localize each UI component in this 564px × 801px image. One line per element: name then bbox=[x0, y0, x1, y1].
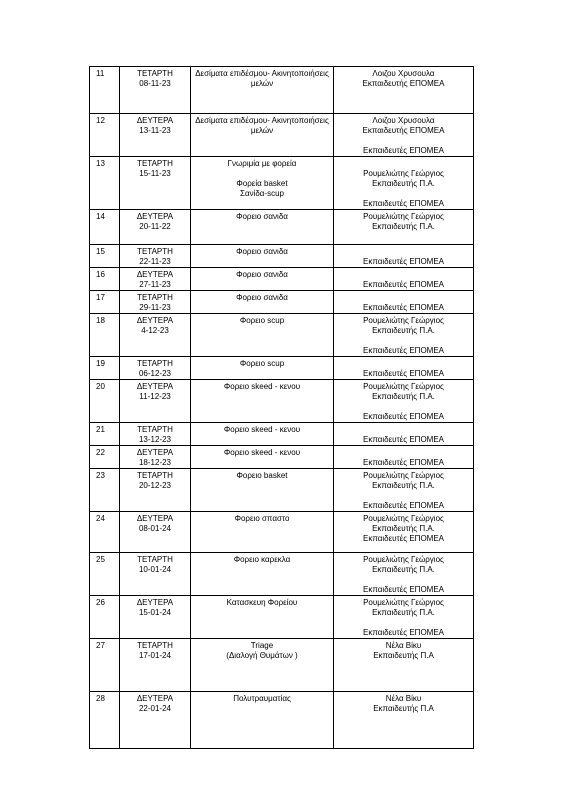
topic-cell bbox=[191, 423, 334, 446]
instructor-cell bbox=[334, 114, 474, 157]
instructor-line bbox=[336, 448, 471, 458]
instructor-line: Εκπαιδευτές ΕΠΟΜΕΑ bbox=[362, 534, 444, 543]
topic-cell bbox=[191, 314, 334, 357]
table-row bbox=[90, 446, 474, 469]
topic-cell bbox=[191, 245, 334, 268]
topic-line: Triage bbox=[250, 641, 274, 650]
date: 22-01-24 bbox=[138, 704, 172, 713]
weekday: ΔΕΥΤΕΡΑ bbox=[136, 316, 174, 325]
instructor-line: Εκπαιδευτές ΕΠΟΜΕΑ bbox=[362, 585, 444, 594]
instructor-cell bbox=[334, 639, 474, 692]
instructor-line: Εκπαιδευτές ΕΠΟΜΕΑ bbox=[362, 257, 444, 266]
session-date-cell bbox=[120, 157, 191, 210]
topic-line: Φορειο basket bbox=[236, 471, 288, 480]
instructor-line: Ρουμελιώτης Γεώργιος bbox=[363, 169, 444, 178]
instructor-line: Εκπαιδευτές ΕΠΟΜΕΑ bbox=[362, 303, 444, 312]
session-number: 18 bbox=[90, 314, 120, 357]
instructor-line: Εκπαιδευτές ΕΠΟΜΕΑ bbox=[362, 369, 444, 378]
session-date-cell bbox=[120, 291, 191, 314]
instructor-cell bbox=[334, 423, 474, 446]
topic-cell bbox=[191, 512, 334, 553]
date: 22-11-23 bbox=[139, 257, 171, 266]
instructor-line: Εκπαιδευτής ΕΠΟΜΕΑ bbox=[362, 126, 445, 135]
session-date-cell bbox=[120, 314, 191, 357]
instructor-line: Εκπαιδευτής Π.Α. bbox=[372, 524, 435, 533]
table-row bbox=[90, 423, 474, 446]
instructor-line: Εκπαιδευτές ΕΠΟΜΕΑ bbox=[362, 346, 444, 355]
table-row bbox=[90, 114, 474, 157]
topic-line: Σανίδα-scup bbox=[240, 189, 284, 198]
date: 08-11-23 bbox=[139, 79, 171, 88]
spacer bbox=[336, 136, 471, 146]
instructor-cell bbox=[334, 357, 474, 380]
date: 11-12-23 bbox=[139, 392, 171, 401]
table-row bbox=[90, 291, 474, 314]
weekday: ΤΕΤΑΡΤΗ bbox=[137, 555, 173, 564]
instructor-cell bbox=[334, 469, 474, 512]
topic-cell bbox=[191, 446, 334, 469]
weekday: ΔΕΥΤΕΡΑ bbox=[136, 212, 174, 221]
topic-cell bbox=[191, 357, 334, 380]
topic-cell bbox=[191, 553, 334, 596]
topic-cell bbox=[191, 157, 334, 210]
table-row bbox=[90, 245, 474, 268]
topic-line: Φορειο skeed - κενου bbox=[223, 448, 301, 457]
session-number: 12 bbox=[90, 114, 120, 157]
session-date-cell bbox=[120, 357, 191, 380]
topic-cell bbox=[191, 114, 334, 157]
instructor-line bbox=[336, 359, 471, 369]
session-date-cell bbox=[120, 268, 191, 291]
weekday: ΤΕΤΑΡΤΗ bbox=[137, 69, 173, 78]
instructor-line bbox=[336, 425, 471, 435]
instructor-line: Εκπαιδευτές ΕΠΟΜΕΑ bbox=[362, 199, 444, 208]
date: 17-01-24 bbox=[138, 651, 172, 660]
instructor-line: Ρουμελιώτης Γεώργιος bbox=[363, 316, 444, 325]
session-date-cell bbox=[120, 553, 191, 596]
date: 20-12-23 bbox=[138, 481, 172, 490]
weekday: ΔΕΥΤΕΡΑ bbox=[136, 382, 174, 391]
topic-cell bbox=[191, 380, 334, 423]
instructor-line bbox=[336, 270, 471, 280]
instructor-cell bbox=[334, 446, 474, 469]
topic-line: Φορειο σανιδα bbox=[236, 270, 288, 279]
date: 29-11-23 bbox=[139, 303, 171, 312]
instructor-line: Εκπαιδευτές ΕΠΟΜΕΑ bbox=[362, 412, 444, 421]
schedule-table bbox=[89, 66, 474, 749]
instructor-line: Εκπαιδευτές ΕΠΟΜΕΑ bbox=[362, 501, 444, 510]
instructor-line: Εκπαιδευτής Π.Α bbox=[373, 704, 434, 713]
instructor-cell bbox=[334, 245, 474, 268]
instructor-line: Εκπαιδευτής Π.Α. bbox=[372, 565, 435, 574]
topic-cell bbox=[191, 639, 334, 692]
topic-line: Φορειο σανιδα bbox=[236, 293, 288, 302]
table-row bbox=[90, 357, 474, 380]
topic-cell bbox=[191, 210, 334, 245]
topic-cell bbox=[191, 268, 334, 291]
date: 4-12-23 bbox=[141, 326, 169, 335]
instructor-cell bbox=[334, 596, 474, 639]
topic-line: Πολυτραυματίας bbox=[233, 694, 291, 703]
instructor-cell bbox=[334, 314, 474, 357]
session-number: 14 bbox=[90, 210, 120, 245]
topic-line: Φορειο σανιδα bbox=[236, 247, 288, 256]
instructor-line: Ρουμελιώτης Γεώργιος bbox=[363, 212, 444, 221]
session-date-cell bbox=[120, 596, 191, 639]
table-row bbox=[90, 268, 474, 291]
spacer bbox=[336, 189, 471, 199]
weekday: ΔΕΥΤΕΡΑ bbox=[136, 448, 174, 457]
weekday: ΔΕΥΤΕΡΑ bbox=[136, 116, 174, 125]
instructor-cell bbox=[334, 692, 474, 749]
date: 10-01-24 bbox=[138, 565, 172, 574]
session-date-cell bbox=[120, 423, 191, 446]
instructor-cell bbox=[334, 268, 474, 291]
instructor-line: Εκπαιδευτές ΕΠΟΜΕΑ bbox=[362, 280, 444, 289]
topic-cell bbox=[191, 596, 334, 639]
topic-cell bbox=[191, 291, 334, 314]
session-number: 16 bbox=[90, 268, 120, 291]
instructor-cell bbox=[334, 157, 474, 210]
instructor-line: Ρουμελιώτης Γεώργιος bbox=[363, 514, 444, 523]
weekday: ΤΕΤΑΡΤΗ bbox=[137, 293, 173, 302]
session-date-cell bbox=[120, 114, 191, 157]
topic-cell bbox=[191, 692, 334, 749]
date: 06-12-23 bbox=[138, 369, 172, 378]
instructor-cell bbox=[334, 512, 474, 553]
instructor-line: Εκπαιδευτής Π.Α. bbox=[372, 392, 435, 401]
topic-line: Δεσίματα επιδέσμου- Ακινητοποιήσεις bbox=[195, 69, 329, 78]
session-number: 22 bbox=[90, 446, 120, 469]
table-row bbox=[90, 512, 474, 553]
session-number: 15 bbox=[90, 245, 120, 268]
table-row bbox=[90, 692, 474, 749]
session-date-cell bbox=[120, 380, 191, 423]
table-row bbox=[90, 314, 474, 357]
instructor-cell bbox=[334, 380, 474, 423]
topic-line: Φορειο σπαστο bbox=[234, 514, 290, 523]
session-number: 21 bbox=[90, 423, 120, 446]
topic-cell bbox=[191, 469, 334, 512]
weekday: ΤΕΤΑΡΤΗ bbox=[137, 641, 173, 650]
table-row bbox=[90, 67, 474, 114]
topic-line: Φορειο scup bbox=[239, 316, 285, 325]
session-number: 28 bbox=[90, 692, 120, 749]
instructor-line: Ρουμελιώτης Γεώργιος bbox=[363, 382, 444, 391]
weekday: ΔΕΥΤΕΡΑ bbox=[136, 694, 174, 703]
instructor-line: Νέλα Βίκυ bbox=[385, 694, 422, 703]
instructor-cell bbox=[334, 553, 474, 596]
date: 13-12-23 bbox=[138, 435, 172, 444]
instructor-line: Εκπαιδευτής Π.Α. bbox=[372, 608, 435, 617]
spacer bbox=[336, 336, 471, 346]
instructor-line bbox=[336, 159, 471, 169]
table-row bbox=[90, 210, 474, 245]
weekday: ΤΕΤΑΡΤΗ bbox=[137, 359, 173, 368]
session-date-cell bbox=[120, 639, 191, 692]
session-number: 17 bbox=[90, 291, 120, 314]
instructor-line: Λοιζου Χρυσουλα bbox=[372, 69, 435, 78]
schedule-body bbox=[90, 67, 474, 749]
session-number: 24 bbox=[90, 512, 120, 553]
instructor-line: Εκπαιδευτές ΕΠΟΜΕΑ bbox=[362, 458, 444, 467]
topic-line: Φορειο scup bbox=[239, 359, 285, 368]
topic-line: Φορεία basket bbox=[236, 179, 288, 188]
topic-line: (Διαλογή Θυμάτων ) bbox=[226, 651, 298, 660]
weekday: ΤΕΤΑΡΤΗ bbox=[137, 471, 173, 480]
session-number: 26 bbox=[90, 596, 120, 639]
weekday: ΤΕΤΑΡΤΗ bbox=[137, 247, 173, 256]
session-number: 20 bbox=[90, 380, 120, 423]
instructor-line: Εκπαιδευτής Π.Α. bbox=[372, 179, 435, 188]
session-date-cell bbox=[120, 692, 191, 749]
session-number: 19 bbox=[90, 357, 120, 380]
instructor-line: Εκπαιδευτής Π.Α bbox=[373, 651, 434, 660]
topic-line: Γνωριμία με φορεία bbox=[227, 159, 297, 168]
session-date-cell bbox=[120, 446, 191, 469]
session-date-cell bbox=[120, 210, 191, 245]
topic-line: μελών bbox=[250, 126, 274, 135]
table-row bbox=[90, 469, 474, 512]
weekday: ΔΕΥΤΕΡΑ bbox=[136, 598, 174, 607]
instructor-cell bbox=[334, 210, 474, 245]
session-date-cell bbox=[120, 245, 191, 268]
weekday: ΤΕΤΑΡΤΗ bbox=[137, 159, 173, 168]
date: 20-11-22 bbox=[139, 222, 171, 231]
date: 13-11-23 bbox=[139, 126, 171, 135]
topic-line bbox=[193, 169, 331, 179]
instructor-line: Ρουμελιώτης Γεώργιος bbox=[363, 555, 444, 564]
instructor-line: Εκπαιδευτής Π.Α. bbox=[372, 222, 435, 231]
topic-line: Φορειο καρεκλα bbox=[233, 555, 291, 564]
spacer bbox=[336, 618, 471, 628]
topic-cell bbox=[191, 67, 334, 114]
date: 18-12-23 bbox=[138, 458, 172, 467]
table-row bbox=[90, 553, 474, 596]
session-date-cell bbox=[120, 469, 191, 512]
table-row bbox=[90, 639, 474, 692]
date: 27-11-23 bbox=[139, 280, 171, 289]
topic-line: Δεσίματα επιδέσμου- Ακινητοποιήσεις bbox=[195, 116, 329, 125]
topic-line: Φορειο skeed - κενου bbox=[223, 425, 301, 434]
instructor-line: Εκπαιδευτές ΕΠΟΜΕΑ bbox=[362, 628, 444, 637]
date: 15-11-23 bbox=[139, 169, 171, 178]
topic-line: Φορειο σανιδα bbox=[236, 212, 288, 221]
topic-line: Κατασκευη Φορείου bbox=[226, 598, 298, 607]
table-row bbox=[90, 157, 474, 210]
weekday: ΔΕΥΤΕΡΑ bbox=[136, 270, 174, 279]
weekday: ΤΕΤΑΡΤΗ bbox=[137, 425, 173, 434]
session-number: 27 bbox=[90, 639, 120, 692]
date: 08-01-24 bbox=[138, 524, 172, 533]
instructor-line: Λοιζου Χρυσουλα bbox=[372, 116, 435, 125]
table-row bbox=[90, 596, 474, 639]
table-row bbox=[90, 380, 474, 423]
spacer bbox=[336, 575, 471, 585]
session-number: 23 bbox=[90, 469, 120, 512]
spacer bbox=[336, 491, 471, 501]
instructor-line: Ρουμελιώτης Γεώργιος bbox=[363, 471, 444, 480]
session-number: 13 bbox=[90, 157, 120, 210]
topic-line: Φορειο skeed - κενου bbox=[223, 382, 301, 391]
instructor-cell bbox=[334, 291, 474, 314]
session-number: 11 bbox=[90, 67, 120, 114]
session-date-cell bbox=[120, 512, 191, 553]
instructor-line: Νέλα Βίκυ bbox=[385, 641, 422, 650]
instructor-line: Εκπαιδευτές ΕΠΟΜΕΑ bbox=[362, 435, 444, 444]
instructor-line: Εκπαιδευτής Π.Α. bbox=[372, 481, 435, 490]
weekday: ΔΕΥΤΕΡΑ bbox=[136, 514, 174, 523]
instructor-line: Εκπαιδευτές ΕΠΟΜΕΑ bbox=[362, 146, 444, 155]
instructor-line bbox=[336, 247, 471, 257]
instructor-line bbox=[336, 293, 471, 303]
spacer bbox=[336, 402, 471, 412]
session-number: 25 bbox=[90, 553, 120, 596]
instructor-cell bbox=[334, 67, 474, 114]
topic-line: μελών bbox=[250, 79, 274, 88]
date: 15-01-24 bbox=[138, 608, 172, 617]
session-date-cell bbox=[120, 67, 191, 114]
instructor-line: Εκπαιδευτής ΕΠΟΜΕΑ bbox=[362, 79, 445, 88]
instructor-line: Εκπαιδευτής Π.Α. bbox=[372, 326, 435, 335]
instructor-line: Ρουμελιώτης Γεώργιος bbox=[363, 598, 444, 607]
